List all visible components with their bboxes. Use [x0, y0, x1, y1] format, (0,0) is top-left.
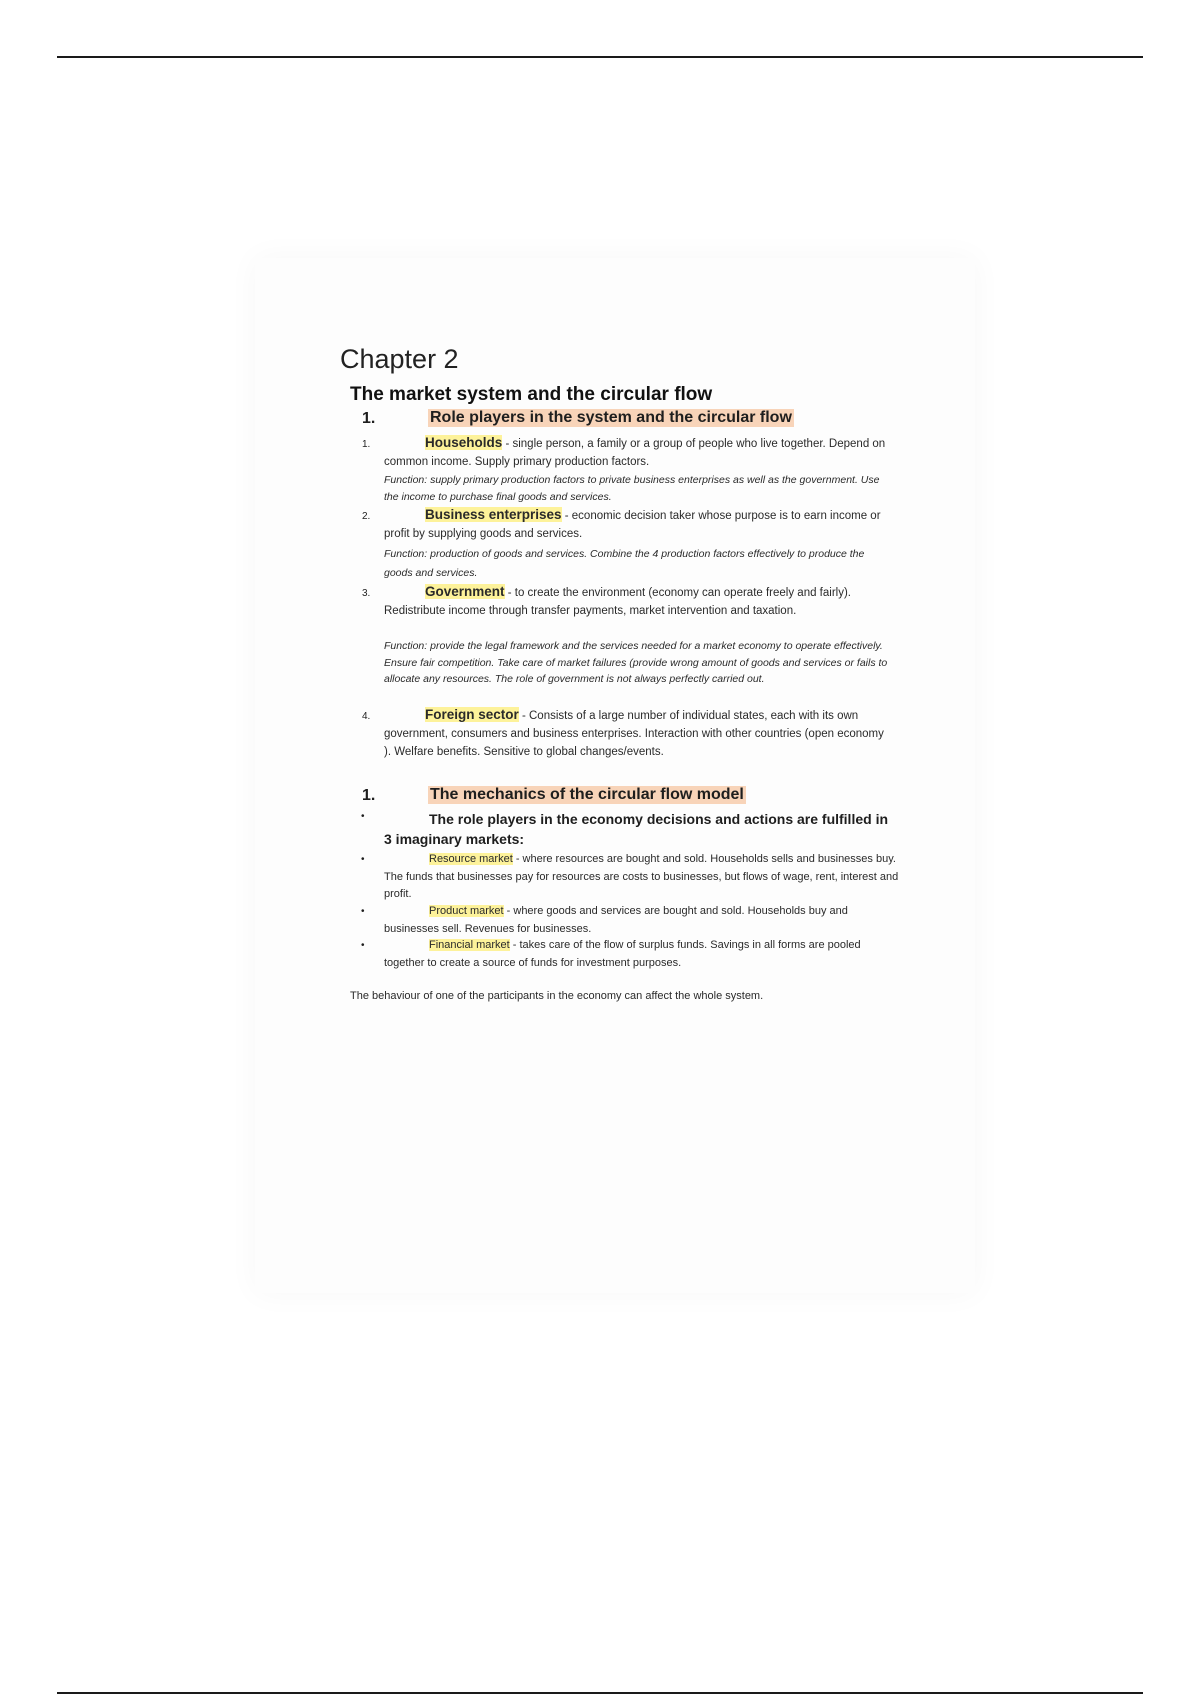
section-1-heading: Role players in the system and the circular flow: [430, 409, 792, 426]
term-highlight: Business enterprises: [425, 507, 562, 522]
bottom-rule: [57, 1692, 1143, 1694]
term-highlight: Resource market: [429, 853, 513, 865]
bullet: •: [361, 854, 365, 865]
item-number: 3.: [362, 588, 371, 599]
section-2-heading: The mechanics of the circular flow model: [430, 786, 744, 803]
bullet-intro: [384, 809, 894, 849]
bullet: •: [361, 811, 365, 822]
function-note: Function: supply primary production factors to private business enterprises as well as the government. Use the income to purchase final goods and services.: [384, 474, 880, 503]
bullet: •: [361, 940, 365, 951]
intro-text: The role players in the economy decisions and actions are fulfilled in 3 imaginary markets:: [384, 811, 889, 847]
item-text: - where resources are bought and sold. Households sells and businesses buy. The funds that businesses pay for resources are costs to businesses, but flows of wage, rent, interest and profit.: [384, 853, 899, 900]
term-highlight: Households: [425, 435, 503, 450]
document-title: The market system and the circular flow: [350, 384, 713, 405]
list-item: [384, 506, 894, 543]
list-item: [384, 583, 894, 620]
item-text: - takes care of the flow of surplus funds. Savings in all forms are pooled together to create a source of funds for investment purposes.: [384, 939, 861, 969]
section-2-number: 1.: [362, 787, 376, 804]
function-note: Function: provide the legal framework and the services needed for a market economy to operate effectively. Ensure fair competition. Take care of market failures (provide wrong amount of goods and services or fails to allocate any resources. The role of government is not always perfectly carried out.: [384, 640, 888, 685]
list-item: [384, 937, 904, 972]
item-text: - to create the environment (economy can operate freely and fairly). Redistribute income through transfer payments, market intervention and taxation.: [384, 587, 851, 617]
item-text: - where goods and services are bought and sold. Households buy and businesses sell. Revenues for businesses.: [384, 905, 848, 935]
item-text: - single person, a family or a group of people who live together. Depend on common income. Supply primary production factors.: [384, 438, 886, 468]
term-highlight: Product market: [429, 905, 504, 917]
item-text: - Consists of a large number of individual states, each with its own government, consumers and business enterprises. Interaction with other countries (open economy ). Welfare benefits. Sensitive to global changes/events.: [384, 710, 884, 758]
item-number: 4.: [362, 711, 371, 722]
chapter-label: Chapter 2: [340, 344, 459, 374]
item-number: 1.: [362, 439, 371, 450]
term-highlight: Financial market: [429, 939, 510, 951]
item-text: - economic decision taker whose purpose is to earn income or profit by supplying goods and services.: [384, 510, 881, 540]
top-rule: [57, 56, 1143, 58]
item-number: 2.: [362, 511, 371, 522]
bullet: •: [361, 906, 365, 917]
term-highlight: Foreign sector: [425, 707, 519, 722]
list-item: [384, 434, 894, 471]
section-1-number: 1.: [362, 410, 376, 427]
function-note: Function: production of goods and services. Combine the 4 production factors effectively to produce the goods and services.: [384, 548, 865, 579]
list-item: [384, 851, 904, 904]
term-highlight: Government: [425, 584, 505, 599]
list-item: [384, 903, 904, 938]
list-item: [384, 706, 894, 761]
closing-statement: The behaviour of one of the participants in the economy can affect the whole system.: [350, 990, 764, 1002]
